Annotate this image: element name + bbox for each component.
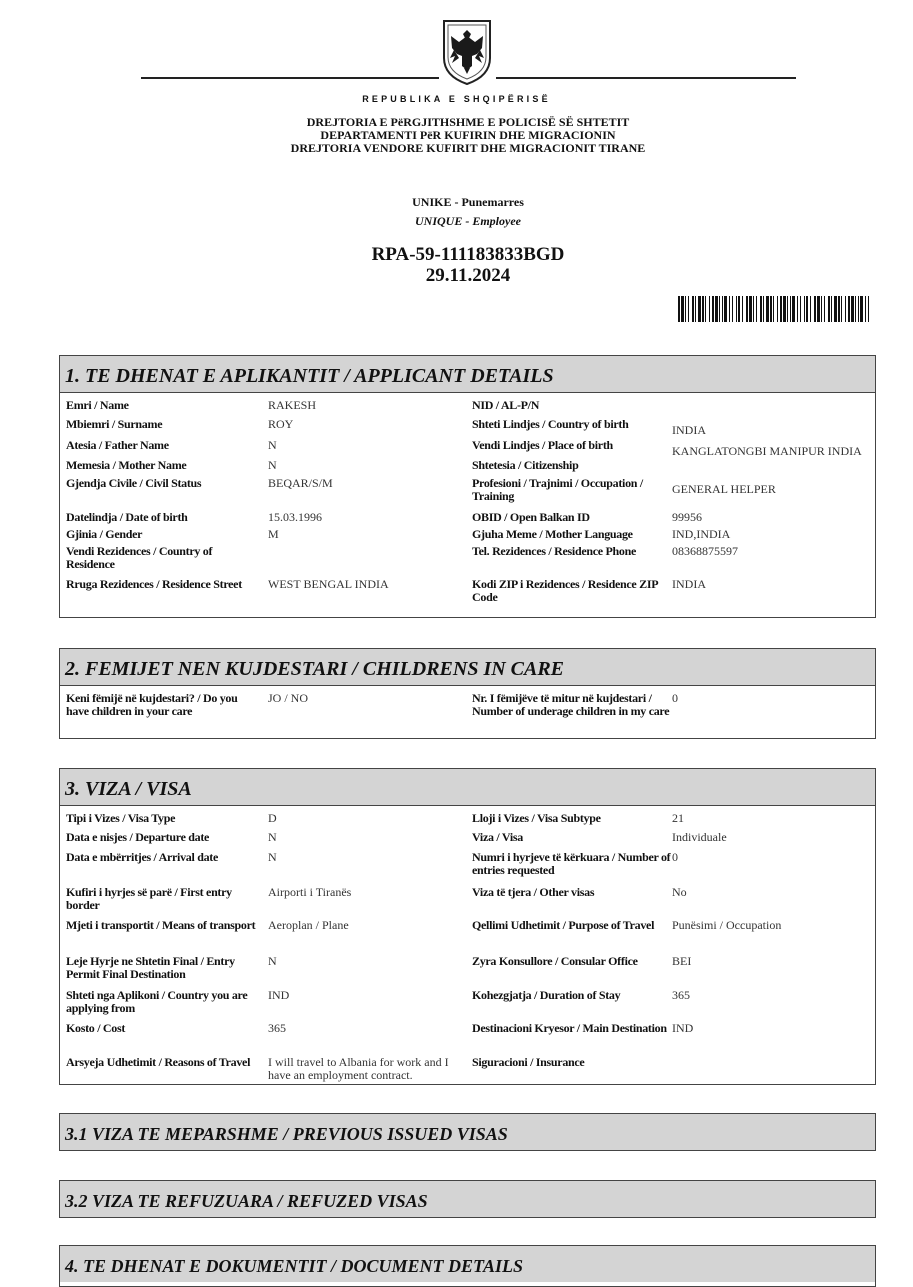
field-label: NID / AL-P/N — [472, 398, 540, 412]
field-value: KANGLATONGBI MANIPUR INDIA — [672, 444, 862, 458]
field-label: Vendi Lindjes / Place of birth — [472, 438, 613, 452]
field-label: Gjuha Meme / Mother Language — [472, 527, 633, 541]
field-label: Mjeti i transportit / Means of transport — [66, 918, 256, 932]
barcode-bar — [817, 296, 820, 322]
field-value: IND — [268, 988, 290, 1002]
barcode-bar — [777, 296, 778, 322]
field-label: OBID / Open Balkan ID — [472, 510, 590, 524]
barcode-bar — [749, 296, 752, 322]
barcode-bar — [806, 296, 808, 322]
field-value: M — [268, 527, 279, 541]
barcode-bar — [692, 296, 694, 322]
section-visa — [59, 768, 876, 1085]
barcode-bar — [724, 296, 727, 322]
section-title: 1. TE DHENAT E APLIKANTIT / APPLICANT DETAILS — [60, 356, 875, 393]
field-value: N — [268, 850, 277, 864]
barcode-bar — [742, 296, 743, 322]
field-value: RAKESH — [268, 398, 317, 412]
field-label: Profesioni / Trajnimi / Occupation / Training — [472, 476, 643, 503]
albanian-eagle-emblem-icon — [441, 18, 493, 86]
barcode-bar — [845, 296, 846, 322]
barcode-bar — [712, 296, 714, 322]
field-label: Data e nisjes / Departure date — [66, 830, 210, 844]
field-label: Data e mbërritjes / Arrival date — [66, 850, 219, 864]
barcode-bar — [838, 296, 840, 322]
barcode-bar — [860, 296, 863, 322]
field-label: Shteti Lindjes / Country of birth — [472, 417, 629, 431]
barcode-bar — [736, 296, 737, 322]
barcode-bar — [851, 296, 854, 322]
section-previous-visas — [59, 1113, 876, 1151]
barcode-bar — [709, 296, 710, 322]
field-label: Mbiemri / Surname — [66, 417, 163, 431]
header-rule-right — [496, 77, 796, 79]
field-label: Zyra Konsullore / Consular Office — [472, 954, 638, 968]
barcode-bar — [715, 296, 718, 322]
barcode-bar — [792, 296, 795, 322]
field-label: Viza / Visa — [472, 830, 523, 844]
barcode-bar — [770, 296, 772, 322]
field-label: Datelindja / Date of birth — [66, 510, 188, 524]
section-title: 3.2 VIZA TE REFUZUARA / REFUZED VISAS — [60, 1181, 875, 1217]
field-label: Keni fëmijë në kujdestari? / Do you have children in your care — [66, 691, 238, 718]
field-label: Siguracioni / Insurance — [472, 1055, 585, 1069]
field-label: Tipi i Vizes / Visa Type — [66, 811, 176, 825]
field-label: Numri i hyrjeve të kërkuara / Number of entries requested — [472, 850, 671, 877]
section-document-details — [59, 1245, 876, 1287]
barcode-bar — [814, 296, 816, 322]
field-label: Gjinia / Gender — [66, 527, 143, 541]
field-value: INDIA — [672, 577, 706, 591]
barcode-bar — [800, 296, 801, 322]
barcode-bar — [783, 296, 786, 322]
barcode-bar — [705, 296, 706, 322]
field-value: I will travel to Albania for work and I have an employment contract. — [268, 1055, 449, 1082]
republic-title: REPUBLIKA E SHQIPËRISË — [362, 94, 551, 104]
field-value: No — [672, 885, 687, 899]
field-value: INDIA — [672, 423, 706, 437]
field-label: Arsyeja Udhetimit / Reasons of Travel — [66, 1055, 251, 1069]
barcode-bar — [831, 296, 832, 322]
field-label: Atesia / Father Name — [66, 438, 169, 452]
barcode-bar — [841, 296, 842, 322]
barcode-bar — [848, 296, 850, 322]
barcode-bar — [756, 296, 757, 322]
section-title: 3. VIZA / VISA — [60, 769, 875, 806]
barcode-bar — [810, 296, 811, 322]
barcode-bar — [790, 296, 791, 322]
barcode-bar — [763, 296, 764, 322]
reference-block — [0, 244, 913, 286]
barcode-bar — [702, 296, 704, 322]
field-value: 21 — [672, 811, 684, 825]
field-value: D — [268, 811, 277, 825]
field-value: Punësimi / Occupation — [672, 918, 782, 932]
barcode-bar — [787, 296, 788, 322]
field-label: Memesia / Mother Name — [66, 458, 187, 472]
barcode-bar — [834, 296, 837, 322]
field-label: Kosto / Cost — [66, 1021, 126, 1035]
field-label: Emri / Name — [66, 398, 129, 412]
barcode-bar — [729, 296, 730, 322]
unique-label-sq: UNIKE - Punemarres — [412, 195, 524, 209]
barcode-bar — [766, 296, 769, 322]
field-value: BEQAR/S/M — [268, 476, 333, 490]
field-value: IND,INDIA — [672, 527, 731, 541]
barcode-bar — [780, 296, 782, 322]
barcode-bar — [722, 296, 723, 322]
barcode-bar — [821, 296, 822, 322]
field-value: N — [268, 438, 277, 452]
field-value: Aeroplan / Plane — [268, 918, 349, 932]
barcode-bar — [753, 296, 754, 322]
barcode-bar — [732, 296, 733, 322]
section-applicant-details — [59, 355, 876, 618]
section-title: 2. FEMIJET NEN KUJDESTARI / CHILDRENS IN CARE — [60, 649, 875, 686]
field-value: 0 — [672, 850, 678, 864]
barcode-bar — [868, 296, 869, 322]
field-value: 365 — [672, 988, 690, 1002]
field-value: N — [268, 458, 277, 472]
barcode-bar — [865, 296, 866, 322]
field-label: Leje Hyrje ne Shtetin Final / Entry Permit Final Destination — [66, 954, 235, 981]
field-label: Rruga Rezidences / Residence Street — [66, 577, 242, 591]
barcode-bar — [858, 296, 859, 322]
issuing-authority — [0, 116, 913, 155]
field-value: N — [268, 830, 277, 844]
barcode-bar — [855, 296, 856, 322]
barcode-bar — [738, 296, 740, 322]
barcode-bar — [719, 296, 720, 322]
reference-number: RPA-59-111183833BGD — [371, 244, 565, 265]
field-value: 99956 — [672, 510, 702, 524]
barcode-bar — [685, 296, 686, 322]
barcode-bar — [688, 296, 689, 322]
authority-line-1: DREJTORIA E PëRGJITHSHME E POLICISË SË SHTETIT — [306, 115, 630, 129]
header-rule-left — [141, 77, 439, 79]
field-value: 0 — [672, 691, 678, 705]
unique-label-en: UNIQUE - Employee — [415, 214, 521, 228]
field-label: Qellimi Udhetimit / Purpose of Travel — [472, 918, 655, 932]
field-label: Shtetesia / Citizenship — [472, 458, 579, 472]
barcode-bar — [828, 296, 830, 322]
barcode-bar — [773, 296, 774, 322]
document-date: 29.11.2024 — [425, 265, 511, 286]
field-label: Kohezgjatja / Duration of Stay — [472, 988, 621, 1002]
section-children-in-care — [59, 648, 876, 739]
field-value: 365 — [268, 1021, 286, 1035]
field-value: WEST BENGAL INDIA — [268, 577, 389, 591]
field-label: Vendi Rezidences / Country of Residence — [66, 544, 213, 571]
section-refused-visas — [59, 1180, 876, 1218]
barcode-bar — [804, 296, 805, 322]
barcode-bar — [698, 296, 701, 322]
field-value: BEI — [672, 954, 692, 968]
field-value: JO / NO — [268, 691, 309, 705]
field-value: ROY — [268, 417, 294, 431]
field-value: GENERAL HELPER — [672, 482, 776, 496]
barcode-bar — [824, 296, 825, 322]
field-label: Gjendja Civile / Civil Status — [66, 476, 202, 490]
field-value: Airporti i Tiranës — [268, 885, 352, 899]
barcode-bar — [695, 296, 696, 322]
field-label: Nr. I fëmijëve të mitur në kujdestari / Number of underage children in my care — [472, 691, 670, 718]
section-title: 4. TE DHENAT E DOKUMENTIT / DOCUMENT DETAILS — [60, 1246, 875, 1282]
barcode-bar — [760, 296, 762, 322]
field-label: Lloji i Vizes / Visa Subtype — [472, 811, 601, 825]
field-value: IND — [672, 1021, 694, 1035]
field-value: 08368875597 — [672, 544, 738, 558]
barcode-bar — [746, 296, 748, 322]
barcode-bar — [797, 296, 798, 322]
field-label: Tel. Rezidences / Residence Phone — [472, 544, 636, 558]
field-label: Viza të tjera / Other visas — [472, 885, 595, 899]
field-label: Shteti nga Aplikoni / Country you are applying from — [66, 988, 248, 1015]
barcode — [678, 296, 870, 322]
field-label: Kodi ZIP i Rezidences / Residence ZIP Code — [472, 577, 658, 604]
field-label: Kufiri i hyrjes së parë / First entry border — [66, 885, 232, 912]
barcode-bar — [681, 296, 684, 322]
field-value: 15.03.1996 — [268, 510, 322, 524]
authority-line-3: DREJTORIA VENDORE KUFIRIT DHE MIGRACIONIT TIRANE — [290, 141, 646, 155]
field-label: Destinacioni Kryesor / Main Destination — [472, 1021, 667, 1035]
field-value: N — [268, 954, 277, 968]
section-title: 3.1 VIZA TE MEPARSHME / PREVIOUS ISSUED VISAS — [60, 1114, 875, 1150]
barcode-bar — [678, 296, 680, 322]
authority-line-2: DEPARTAMENTI PëR KUFIRIN DHE MIGRACIONIN — [320, 128, 616, 142]
field-value: Individuale — [672, 830, 727, 844]
